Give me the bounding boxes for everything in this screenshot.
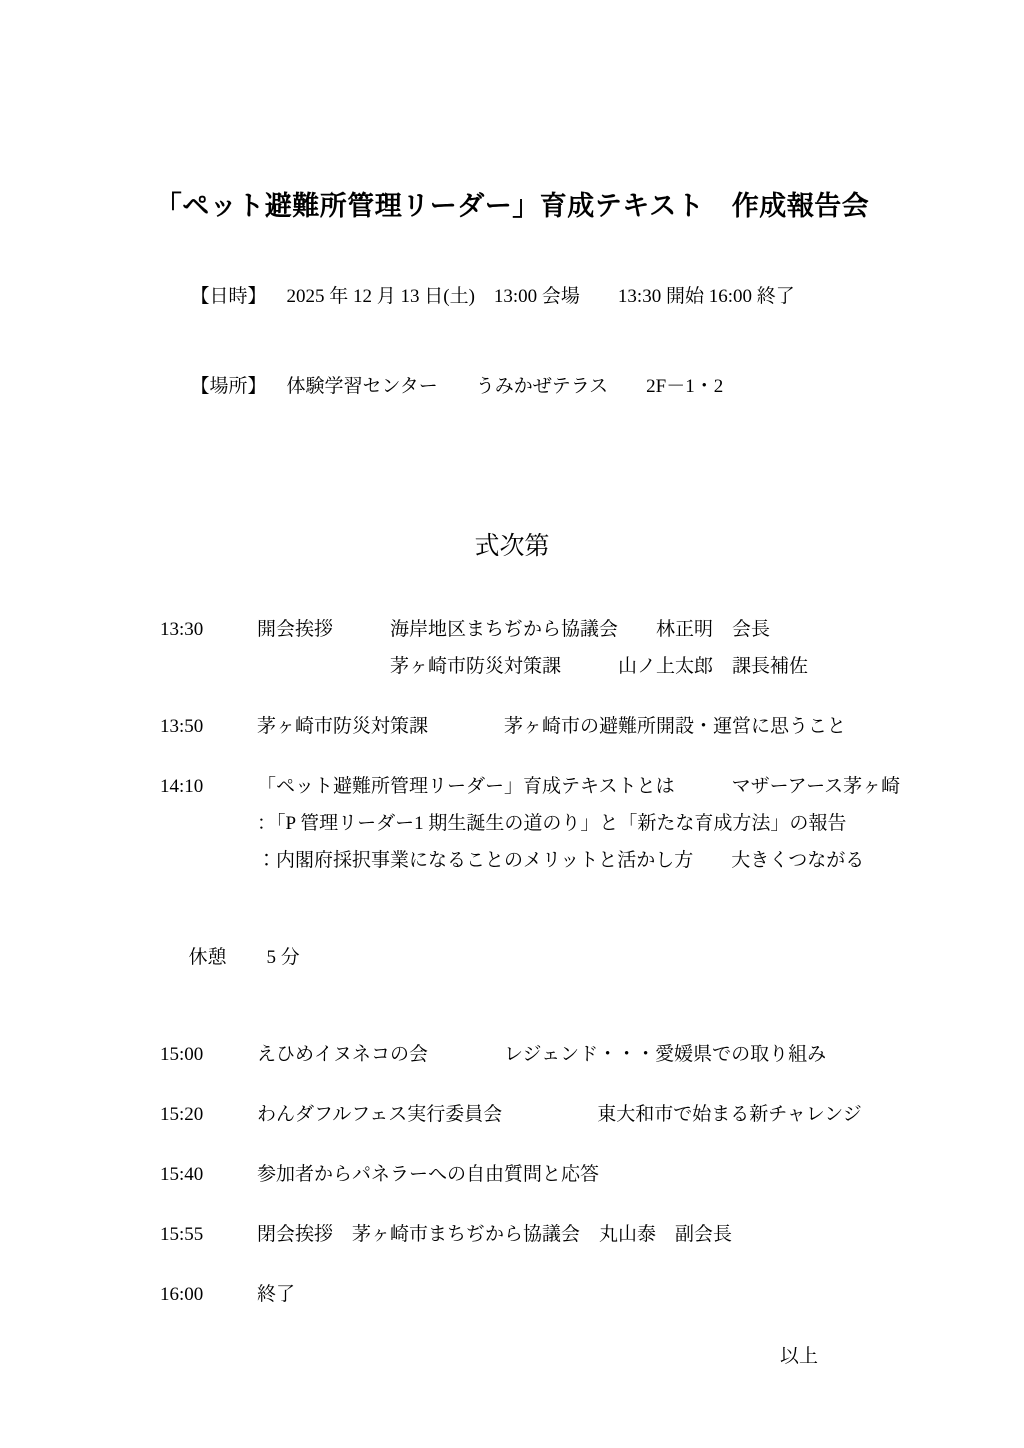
agenda-text: 参加者からパネラーへの自由質問と応答 bbox=[257, 1164, 600, 1185]
time-cell: 13:50 bbox=[160, 716, 204, 737]
agenda-line bbox=[160, 1276, 1024, 1313]
agenda-item-city-talk bbox=[160, 708, 1024, 745]
agenda-line bbox=[160, 842, 1024, 879]
agenda-line bbox=[160, 611, 1024, 648]
agenda-line bbox=[160, 1096, 1024, 1133]
agenda-item-text-report bbox=[160, 768, 1024, 879]
agenda-line bbox=[160, 708, 1024, 745]
datetime-label: 【日時】 bbox=[190, 286, 267, 307]
agenda-heading: 式次第 bbox=[474, 533, 550, 560]
break-label: 休憩 bbox=[188, 947, 227, 968]
agenda-line bbox=[160, 1216, 1024, 1253]
agenda-item-wonderful-fes bbox=[160, 1096, 1024, 1133]
agenda-text: 閉会挨拶 茅ヶ崎市まちぢから協議会 丸山泰 副会長 bbox=[257, 1224, 733, 1245]
time-cell-empty bbox=[160, 805, 257, 842]
time-cell: 14:10 bbox=[160, 776, 204, 797]
agenda-list bbox=[160, 611, 1024, 1313]
agenda-item-opening bbox=[160, 611, 1024, 685]
agenda-text: わんダフルフェス実行委員会 東大和市で始まる新チャレンジ bbox=[257, 1104, 862, 1125]
agenda-line bbox=[160, 1156, 1024, 1193]
agenda-line bbox=[160, 1036, 1024, 1073]
agenda-item-qa bbox=[160, 1156, 1024, 1193]
time-cell: 15:00 bbox=[160, 1044, 204, 1065]
agenda-item-ehime bbox=[160, 1036, 1024, 1073]
agenda-item-closing bbox=[160, 1216, 1024, 1253]
agenda-text: ：「P 管理リーダー1 期生誕生の道のり」と「新たな育成方法」の報告 bbox=[257, 813, 847, 834]
agenda-text: 開会挨拶 海岸地区まちぢから協議会 林正明 会長 bbox=[257, 619, 771, 640]
time-cell-empty bbox=[160, 842, 257, 879]
agenda-text: 茅ヶ崎市防災対策課 茅ヶ崎市の避難所開設・運営に思うこと bbox=[257, 716, 847, 737]
time-cell-empty bbox=[160, 648, 257, 685]
info-row-datetime bbox=[162, 252, 1024, 342]
time-cell: 15:55 bbox=[160, 1224, 204, 1245]
info-section bbox=[162, 252, 1024, 432]
datetime-text: 2025 年 12 月 13 日(土) 13:00 会場 13:30 開始 16:00 終了 bbox=[286, 286, 795, 307]
location-text: 体験学習センター うみかぜテラス 2F－1・2 bbox=[286, 376, 724, 397]
page-title: 「ペット避難所管理リーダー」育成テキスト 作成報告会 bbox=[154, 191, 870, 221]
info-row-location bbox=[162, 342, 1024, 432]
agenda-line bbox=[160, 648, 1024, 685]
time-cell: 16:00 bbox=[160, 1284, 204, 1305]
break-row bbox=[160, 902, 1024, 1013]
agenda-line bbox=[160, 805, 1024, 842]
time-cell: 15:20 bbox=[160, 1104, 204, 1125]
agenda-text: 終了 bbox=[257, 1284, 296, 1305]
location-label: 【場所】 bbox=[190, 376, 267, 397]
agenda-text: 茅ヶ崎市防災対策課 山ノ上太郎 課長補佐 bbox=[257, 656, 809, 677]
agenda-item-end bbox=[160, 1276, 1024, 1313]
closing-text: 以上 bbox=[779, 1346, 818, 1367]
agenda-text: ：内閣府採択事業になることのメリットと活かし方 大きくつながる bbox=[257, 850, 865, 871]
break-duration: 5 分 bbox=[266, 947, 300, 968]
agenda-line bbox=[160, 768, 1024, 805]
time-cell: 15:40 bbox=[160, 1164, 204, 1185]
time-cell: 13:30 bbox=[160, 619, 204, 640]
agenda-text: 「ペット避難所管理リーダー」育成テキストとは マザーアース茅ヶ崎 bbox=[257, 776, 901, 797]
agenda-text: えひめイヌネコの会 レジェンド・・・愛媛県での取り組み bbox=[257, 1044, 827, 1065]
